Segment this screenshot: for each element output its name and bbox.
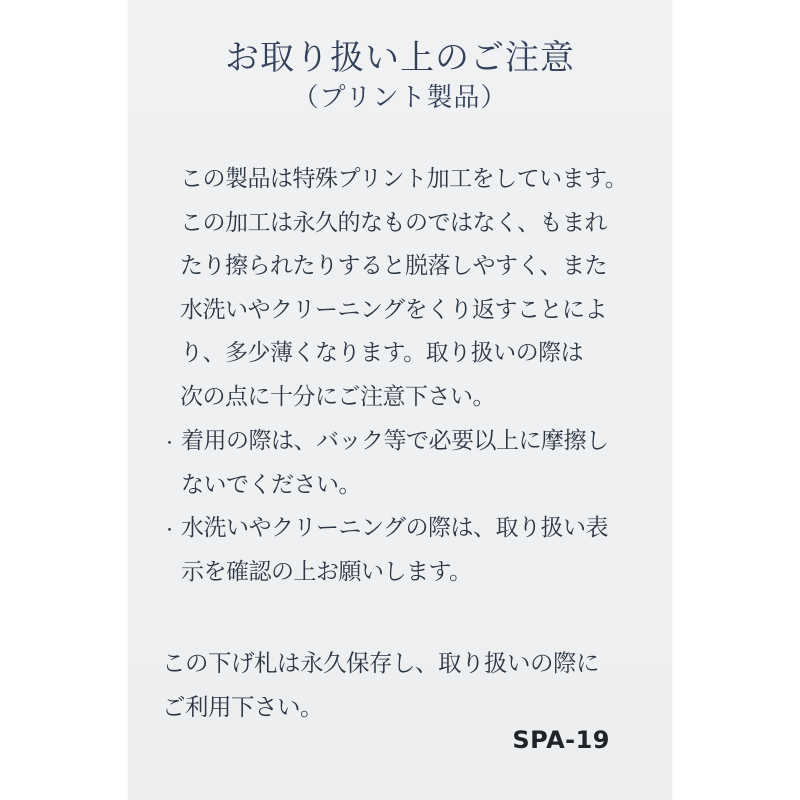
bullet-dot-icon: ・ bbox=[162, 521, 177, 539]
paragraph-line: この加工は永久的なものではなく、もまれ bbox=[180, 209, 608, 236]
care-bullets bbox=[164, 420, 640, 594]
tag-code: SPA-19 bbox=[512, 726, 610, 754]
bullet-line: 着用の際は、バック等で必要以上に摩擦し bbox=[181, 428, 609, 454]
care-tag-card bbox=[128, 0, 672, 800]
care-paragraph bbox=[180, 158, 640, 419]
bullet-line: ないでください。 bbox=[181, 471, 361, 498]
bullet-line: 水洗いやクリーニングの際は、取り扱い表 bbox=[181, 515, 609, 541]
paragraph-line: この製品は特殊プリント加工をしています。 bbox=[180, 166, 628, 192]
tag-footer bbox=[162, 642, 652, 729]
footer-line: ご利用下さい。 bbox=[162, 692, 323, 721]
paragraph-line: たり擦られたりすると脱落しやすく、また bbox=[180, 253, 608, 279]
tag-title: お取り扱い上のご注意 bbox=[225, 38, 575, 78]
bullet-item bbox=[164, 420, 640, 507]
paragraph-line: 水洗いやクリーニングをくり返すことによ bbox=[180, 296, 608, 323]
tag-subtitle: （プリント製品） bbox=[292, 83, 508, 113]
paragraph-line: り、多少薄くなります。取り扱いの際は bbox=[180, 340, 584, 366]
bullet-dot-icon: ・ bbox=[162, 434, 177, 452]
paragraph-line: 次の点に十分にご注意下さい。 bbox=[180, 383, 495, 410]
bullet-line: 示を確認の上お願いします。 bbox=[181, 558, 472, 585]
footer-line: この下げ札は永久保存し、取り扱いの際に bbox=[162, 649, 599, 677]
bullet-item bbox=[164, 507, 640, 594]
